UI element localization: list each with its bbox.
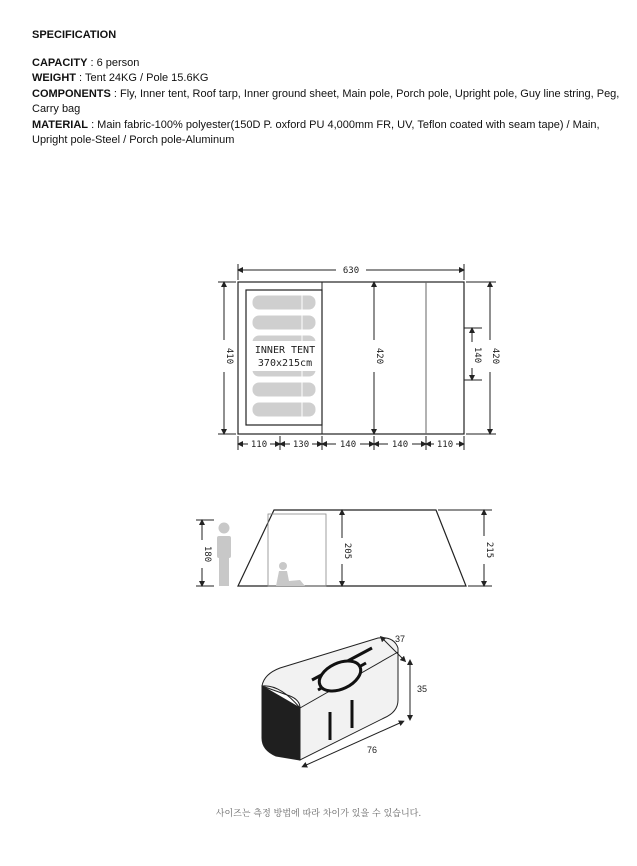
segment-label: 110 (250, 440, 268, 450)
material-value: : Main fabric-100% polyester(150D P. oxford PU 4,000mm FR, UV, Teflon coated with seam tape) / Main, Upright pole-Steel / Porch pole-Aluminum (32, 118, 600, 146)
segment-label: 110 (436, 440, 454, 450)
segment-label: 140 (391, 440, 409, 450)
sitting-person-icon (276, 562, 305, 586)
inner-tent-side (268, 514, 326, 586)
floor-door-height-label: 140 (472, 346, 482, 364)
segment-label: 140 (339, 440, 357, 450)
inner-tent-label: INNER TENT (254, 345, 316, 356)
bag-length-label: 76 (366, 745, 378, 755)
capacity-value: : 6 person (87, 56, 140, 69)
floor-width-label: 630 (342, 266, 360, 276)
floor-center-height-label: 420 (374, 347, 384, 365)
carry-bag-illustration (262, 638, 410, 766)
floor-plan (218, 264, 496, 450)
outer-height-label: 215 (484, 541, 494, 559)
segment-label: 130 (292, 440, 310, 450)
inner-height-label: 205 (342, 542, 352, 560)
footnote: 사이즈는 측정 방법에 따라 차이가 있을 수 있습니다. (215, 809, 422, 819)
standing-person-icon (217, 523, 231, 587)
floor-left-height-label: 410 (224, 347, 234, 365)
inner-tent-size: 370x215cm (257, 358, 313, 369)
components-value: : Fly, Inner tent, Roof tarp, Inner ground sheet, Main pole, Porch pole, Upright pole, Guy line string, Peg, Carry bag (32, 87, 620, 115)
components-label: COMPONENTS (32, 87, 111, 100)
floor-right-height-label: 420 (490, 347, 500, 365)
weight-label: WEIGHT (32, 72, 76, 84)
person-height-label: 180 (202, 545, 212, 563)
spec-heading: SPECIFICATION (32, 29, 117, 41)
bag-height-label: 35 (416, 684, 428, 694)
material-label: MATERIAL (32, 118, 89, 131)
capacity-label: CAPACITY (32, 56, 88, 69)
weight-value: : Tent 24KG / Pole 15.6KG (76, 72, 209, 84)
bag-depth-label: 37 (394, 634, 406, 644)
